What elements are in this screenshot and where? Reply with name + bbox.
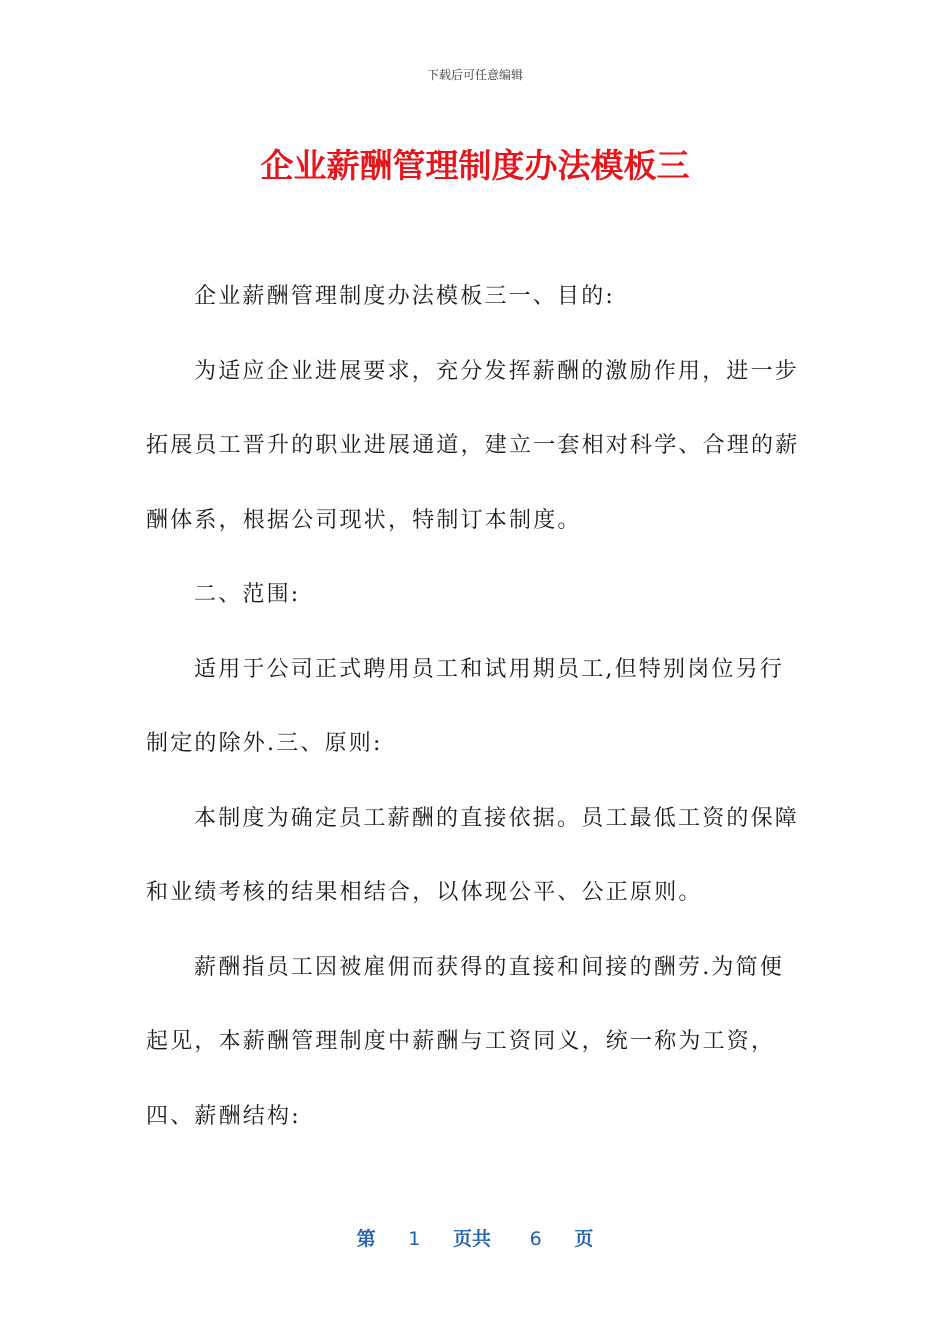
paragraph-scope-heading: 二、范围: — [194, 582, 301, 607]
document-body — [146, 260, 806, 1154]
paragraph-principle: 本制度为确定员工薪酬的直接依据。员工最低工资的保障和业绩考核的结果相结合，以体现公平、公正原则。 — [146, 805, 800, 905]
paragraph-scope: 适用于公司正式聘用员工和试用期员工,但特别岗位另行制定的除外.三、原则: — [146, 656, 784, 756]
document-title: 企业薪酬管理制度办法模板三 — [260, 146, 690, 185]
paragraph-purpose: 为适应企业进展要求，充分发挥薪酬的激励作用，进一步拓展员工晋升的职业进展通道，建立一套相对科学、合理的薪酬体系，根据公司现状，特制订本制度。 — [146, 358, 800, 533]
paragraph-definition: 薪酬指员工因被雇佣而获得的直接和间接的酬劳.为简便起见，本薪酬管理制度中薪酬与工资同义，统一称为工资，四、薪酬结构: — [146, 954, 784, 1129]
page-current: 1 — [408, 1228, 421, 1250]
page-total: 6 — [529, 1228, 542, 1250]
header-note: 下载后可任意编辑 — [426, 68, 523, 82]
page-suffix: 页 — [574, 1228, 594, 1250]
page-prefix: 第 — [356, 1228, 376, 1250]
page-mid: 页共 — [452, 1228, 491, 1250]
paragraph-purpose-heading: 企业薪酬管理制度办法模板三一、目的: — [194, 284, 616, 309]
page-footer — [0, 1224, 950, 1251]
